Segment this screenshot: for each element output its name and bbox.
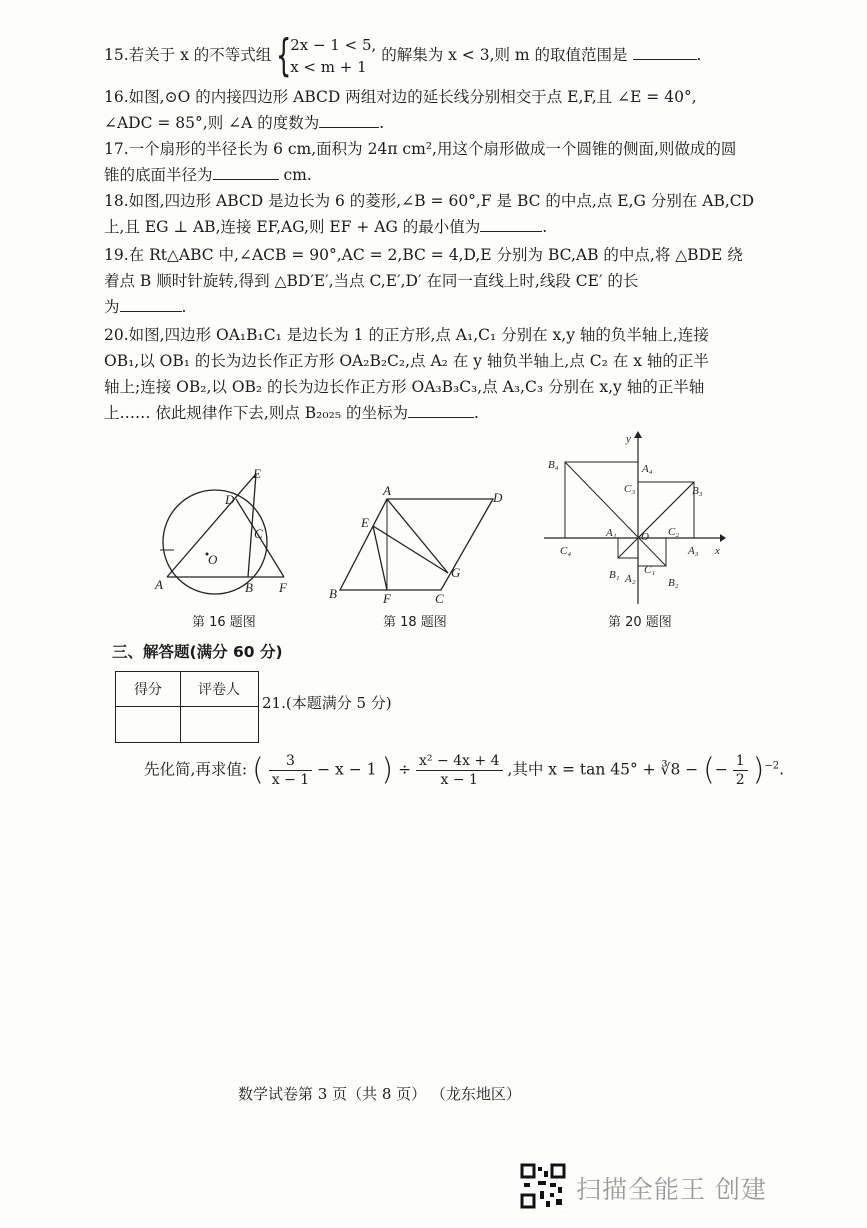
label-D: D bbox=[225, 492, 235, 507]
score-col-label: 得分 bbox=[134, 682, 162, 698]
q19-line1: 19.在 Rt△ABC 中,∠ACB = 90°,AC = 2,BC = 4,D,E 分别为 BC,AB 的中点,将 △BDE 绕 bbox=[104, 246, 743, 264]
paren-close-icon: ) bbox=[381, 752, 394, 788]
question-18: 18.如图,四边形 ABCD 是边长为 6 的菱形,∠B = 60°,F 是 BC 的中点,点 E,G 分别在 AB,CD 上,且 EG ⊥ AB,连接 EF,AG,则 EF + AG 的最小值为 . bbox=[104, 188, 784, 240]
q21-header: 21.(本题满分 5 分) bbox=[262, 694, 392, 712]
label-B: B bbox=[329, 586, 337, 601]
label-A4: A₄ bbox=[642, 463, 653, 475]
q17-line2b: cm. bbox=[283, 166, 312, 184]
label-C1: C₁ bbox=[644, 564, 656, 576]
label-C2: C₂ bbox=[668, 526, 680, 538]
q16-answer-blank[interactable] bbox=[319, 111, 379, 128]
fraction-2-denominator: x − 1 bbox=[440, 772, 478, 788]
paren-open-icon: ( bbox=[252, 752, 264, 788]
label-B3: B₃ bbox=[692, 485, 703, 497]
q15-inequality-system bbox=[276, 30, 377, 81]
label-B1: B₁ bbox=[609, 569, 620, 581]
q20-line1: 20.如图,四边形 OA₁B₁C₁ 是边长为 1 的正方形,点 A₁,C₁ 分别在 x,y 轴的负半轴上,连接 bbox=[104, 326, 709, 344]
q21-lead: 先化简,再求值: bbox=[144, 760, 248, 779]
figure-16-diagram bbox=[140, 462, 310, 600]
q16-line2: ∠ADC = 85°,则 ∠A 的度数为 bbox=[104, 114, 320, 132]
question-17 bbox=[104, 136, 784, 188]
q17-line1: 17.一个扇形的半径长为 6 cm,面积为 24π cm²,用这个扇形做成一个圆锥的侧面,则做成的圆 bbox=[104, 140, 737, 158]
score-table bbox=[115, 671, 259, 743]
figure-16-caption: 第 16 题图 bbox=[192, 615, 256, 630]
q15-line2: x < m + 1 bbox=[290, 58, 367, 76]
exponent: −2 bbox=[764, 760, 780, 772]
brace-icon: { bbox=[276, 30, 292, 81]
figure-18-diagram bbox=[325, 482, 510, 604]
fraction-1-denominator: x − 1 bbox=[271, 772, 310, 788]
q19-line3: 为 bbox=[104, 298, 120, 316]
q19-line2: 着点 B 顺时针旋转,得到 △BD′E′,当点 C,E′,D′ 在同一直线上时,线段 CE′ 的长 bbox=[104, 272, 639, 290]
fraction-3-denominator: 2 bbox=[735, 772, 745, 788]
fraction-2-numerator: x² − 4x + 4 bbox=[416, 752, 502, 771]
q20-line2: OB₁,以 OB₁ 的长为边长作正方形 OA₂B₂C₂,点 A₂ 在 y 轴负半轴上,点 C₂ 在 x 轴的正半 bbox=[104, 352, 709, 370]
fraction-3-numerator: 1 bbox=[733, 752, 748, 771]
label-O: O bbox=[641, 531, 649, 543]
label-C3: C₃ bbox=[624, 483, 636, 495]
label-x: x bbox=[715, 545, 720, 557]
label-B2: B₂ bbox=[668, 577, 679, 589]
label-E: E bbox=[253, 466, 261, 481]
label-C: C bbox=[435, 591, 444, 604]
q20-line4: 上…… 依此规律作下去,则点 B₂₀₂₅ 的坐标为 bbox=[104, 404, 408, 422]
q17-line2a: 锥的底面半径为 bbox=[104, 166, 213, 184]
paren-open-icon: ( bbox=[703, 752, 715, 788]
q17-answer-blank[interactable] bbox=[213, 163, 279, 180]
q15-prefix: 15.若关于 x 的不等式组 bbox=[104, 46, 272, 64]
q15-line1: 2x − 1 < 5, bbox=[290, 36, 377, 54]
q15-suffix: 的解集为 x < 3,则 m 的取值范围是 bbox=[381, 46, 628, 64]
scanner-watermark: 扫描全能王 创建 bbox=[576, 1175, 767, 1204]
fraction-2 bbox=[416, 752, 502, 789]
label-B: B bbox=[245, 580, 253, 595]
label-C: C bbox=[254, 526, 263, 541]
q19-answer-blank[interactable] bbox=[120, 295, 182, 312]
label-E: E bbox=[361, 515, 369, 530]
qr-code-icon bbox=[520, 1163, 566, 1209]
label-F: F bbox=[383, 591, 391, 604]
label-A3: A₃ bbox=[688, 545, 699, 557]
question-21: 先化简,再求值: ( $\frac{3}{x - 1}$ − x − 1 ) ÷ $\frac{\text{x² − 4x + 4}}{x - 1}$ ,其中 x = tan 45° + ∛8 − (− $\frac{1}{2}$ )$^{-2}$. bbox=[144, 752, 785, 788]
question-16: 16.如图,⊙O 的内接四边形 ABCD 两组对边的延长线分别相交于点 E,F,且 ∠E = 40°, ∠ADC = 85°,则 ∠A 的度数为 . bbox=[104, 84, 784, 136]
fraction-3 bbox=[733, 752, 748, 789]
label-F: F bbox=[279, 580, 287, 595]
page-footer: 数学试卷第 3 页（共 8 页） （龙东地区） bbox=[238, 1085, 521, 1103]
label-A: A bbox=[155, 577, 163, 592]
q16-line1: 16.如图,⊙O 的内接四边形 ABCD 两组对边的延长线分别相交于点 E,F,且 ∠E = 40°, bbox=[104, 88, 697, 106]
grader-col-label: 评卷人 bbox=[198, 682, 240, 698]
q18-line1: 18.如图,四边形 ABCD 是边长为 6 的菱形,∠B = 60°,F 是 BC 的中点,点 E,G 分别在 AB,CD bbox=[104, 192, 755, 210]
paren-close-icon: ) bbox=[752, 752, 765, 788]
label-A1: A₁ bbox=[606, 527, 617, 539]
label-G: G bbox=[451, 565, 461, 580]
divide-sign: ÷ bbox=[398, 760, 412, 779]
fraction-1-numerator: 3 bbox=[269, 752, 312, 771]
figure-18-caption: 第 18 题图 bbox=[383, 615, 447, 630]
section-title: 三、解答题(满分 60 分) bbox=[112, 643, 283, 661]
figure-20-caption: 第 20 题图 bbox=[608, 615, 672, 630]
q21-where: ,其中 x = tan 45° + ∛8 − bbox=[507, 760, 704, 779]
figure-20-diagram bbox=[540, 428, 730, 606]
label-B4: B₄ bbox=[548, 459, 559, 471]
q20-answer-blank[interactable] bbox=[408, 401, 474, 418]
q18-answer-blank[interactable] bbox=[480, 215, 542, 232]
label-C4: C₄ bbox=[560, 545, 572, 557]
question-15: 15.若关于 x 的不等式组 { 2x − 1 < 5, x < m + 1 的解集为 x < 3,则 m 的取值范围是 . bbox=[104, 30, 702, 81]
label-O: O bbox=[208, 552, 218, 567]
label-D: D bbox=[493, 490, 503, 505]
label-A2: A₂ bbox=[625, 573, 636, 585]
q21-end: . bbox=[779, 760, 785, 779]
question-19: 19.在 Rt△ABC 中,∠ACB = 90°,AC = 2,BC = 4,D,E 分别为 BC,AB 的中点,将 △BDE 绕 着点 B 顺时针旋转,得到 △BD′E′,当点 C,E′,D′ 在同一直线上时,线段 CE′ 的长 为 . bbox=[104, 242, 784, 320]
label-y: y bbox=[626, 433, 631, 445]
q20-line3: 轴上;连接 OB₂,以 OB₂ 的长为边长作正方形 OA₃B₃C₃,点 A₃,C₃ 分别在 x,y 轴的正半轴 bbox=[104, 378, 705, 396]
fraction-1 bbox=[269, 752, 312, 789]
label-A: A bbox=[383, 483, 391, 498]
q18-line2: 上,且 EG ⊥ AB,连接 EF,AG,则 EF + AG 的最小值为 bbox=[104, 218, 481, 236]
q21-mid: − x − 1 bbox=[317, 760, 377, 779]
q15-answer-blank[interactable] bbox=[633, 43, 697, 60]
question-20: 20.如图,四边形 OA₁B₁C₁ 是边长为 1 的正方形,点 A₁,C₁ 分别在 x,y 轴的负半轴上,连接 OB₁,以 OB₁ 的长为边长作正方形 OA₂B₂C₂,点 A₂ 在 y 轴负半轴上,点 C₂ 在 x 轴的正半 轴上;连接 OB₂,以 OB₂ 的长为边长作正方形 OA₃B₃C₃,点 A₃,C₃ 分别在 x,y 轴的正半轴 上…… 依此规律作下去,则点 B₂₀₂₅ 的坐标为 . bbox=[104, 322, 784, 426]
